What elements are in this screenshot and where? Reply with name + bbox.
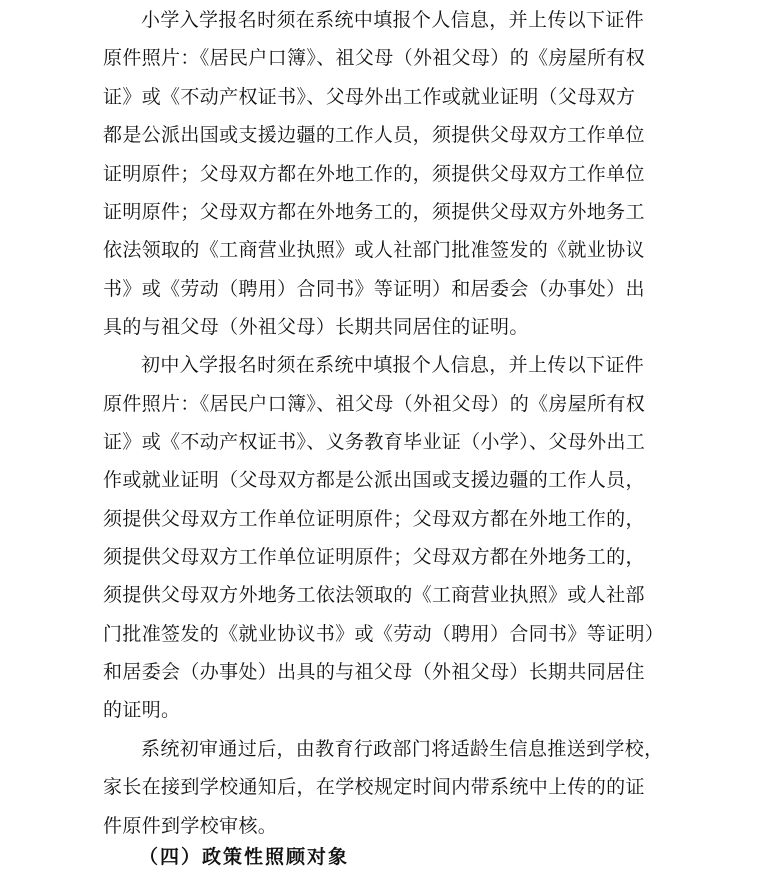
- paragraph-line: 件原件到学校审核。: [103, 815, 278, 837]
- paragraph-line: 的证明。: [103, 699, 181, 721]
- paragraph-line: 家长在接到学校通知后，在学校规定时间内带系统中上传的的证: [103, 776, 645, 798]
- paragraph-line: 书》或《劳动（聘用）合同书》等证明）和居委会（办事处）出: [103, 278, 645, 300]
- paragraph-line: 证》或《不动产权证书》、父母外出工作或就业证明（父母双方: [103, 86, 636, 108]
- paragraph-line: 和居委会（办事处）出具的与祖父母（外祖父母）长期共同居住: [103, 661, 645, 683]
- paragraph-line: 证明原件；父母双方都在外地务工的，须提供父母双方外地务工: [103, 201, 645, 223]
- paragraph-line: 作或就业证明（父母双方都是公派出国或支援边疆的工作人员，: [103, 469, 645, 491]
- paragraph-line: 都是公派出国或支援边疆的工作人员，须提供父母双方工作单位: [103, 124, 645, 146]
- paragraph-line: 具的与祖父母（外祖父母）长期共同居住的证明。: [103, 316, 529, 338]
- paragraph-line: 门批准签发的《就业协议书》或《劳动（聘用）合同书》等证明）: [103, 623, 665, 645]
- paragraph-line: 原件照片：《居民户口簿》、祖父母（外祖父母）的《房屋所有权: [103, 393, 646, 415]
- paragraph-line: 原件照片：《居民户口簿》、祖父母（外祖父母）的《房屋所有权: [103, 47, 646, 69]
- paragraph-line: 系统初审通过后，由教育行政部门将适龄生信息推送到学校，: [141, 738, 664, 760]
- paragraph-line: 初中入学报名时须在系统中填报个人信息，并上传以下证件: [141, 354, 645, 376]
- paragraph-line: 小学入学报名时须在系统中填报个人信息，并上传以下证件: [141, 9, 645, 31]
- paragraph-line: 证明原件；父母双方都在外地工作的，须提供父母双方工作单位: [103, 163, 645, 185]
- paragraph-line: 须提供父母双方工作单位证明原件；父母双方都在外地务工的，: [103, 546, 645, 568]
- paragraph-line: 须提供父母双方工作单位证明原件；父母双方都在外地工作的，: [103, 508, 645, 530]
- section-heading: （四）政策性照顾对象: [139, 846, 350, 868]
- paragraph-line: 依法领取的《工商营业执照》或人社部门批准签发的《就业协议: [103, 239, 645, 261]
- paragraph-line: 须提供父母双方外地务工依法领取的《工商营业执照》或人社部: [103, 584, 645, 606]
- paragraph-line: 证》或《不动产权证书》、义务教育毕业证（小学）、父母外出工: [103, 431, 646, 453]
